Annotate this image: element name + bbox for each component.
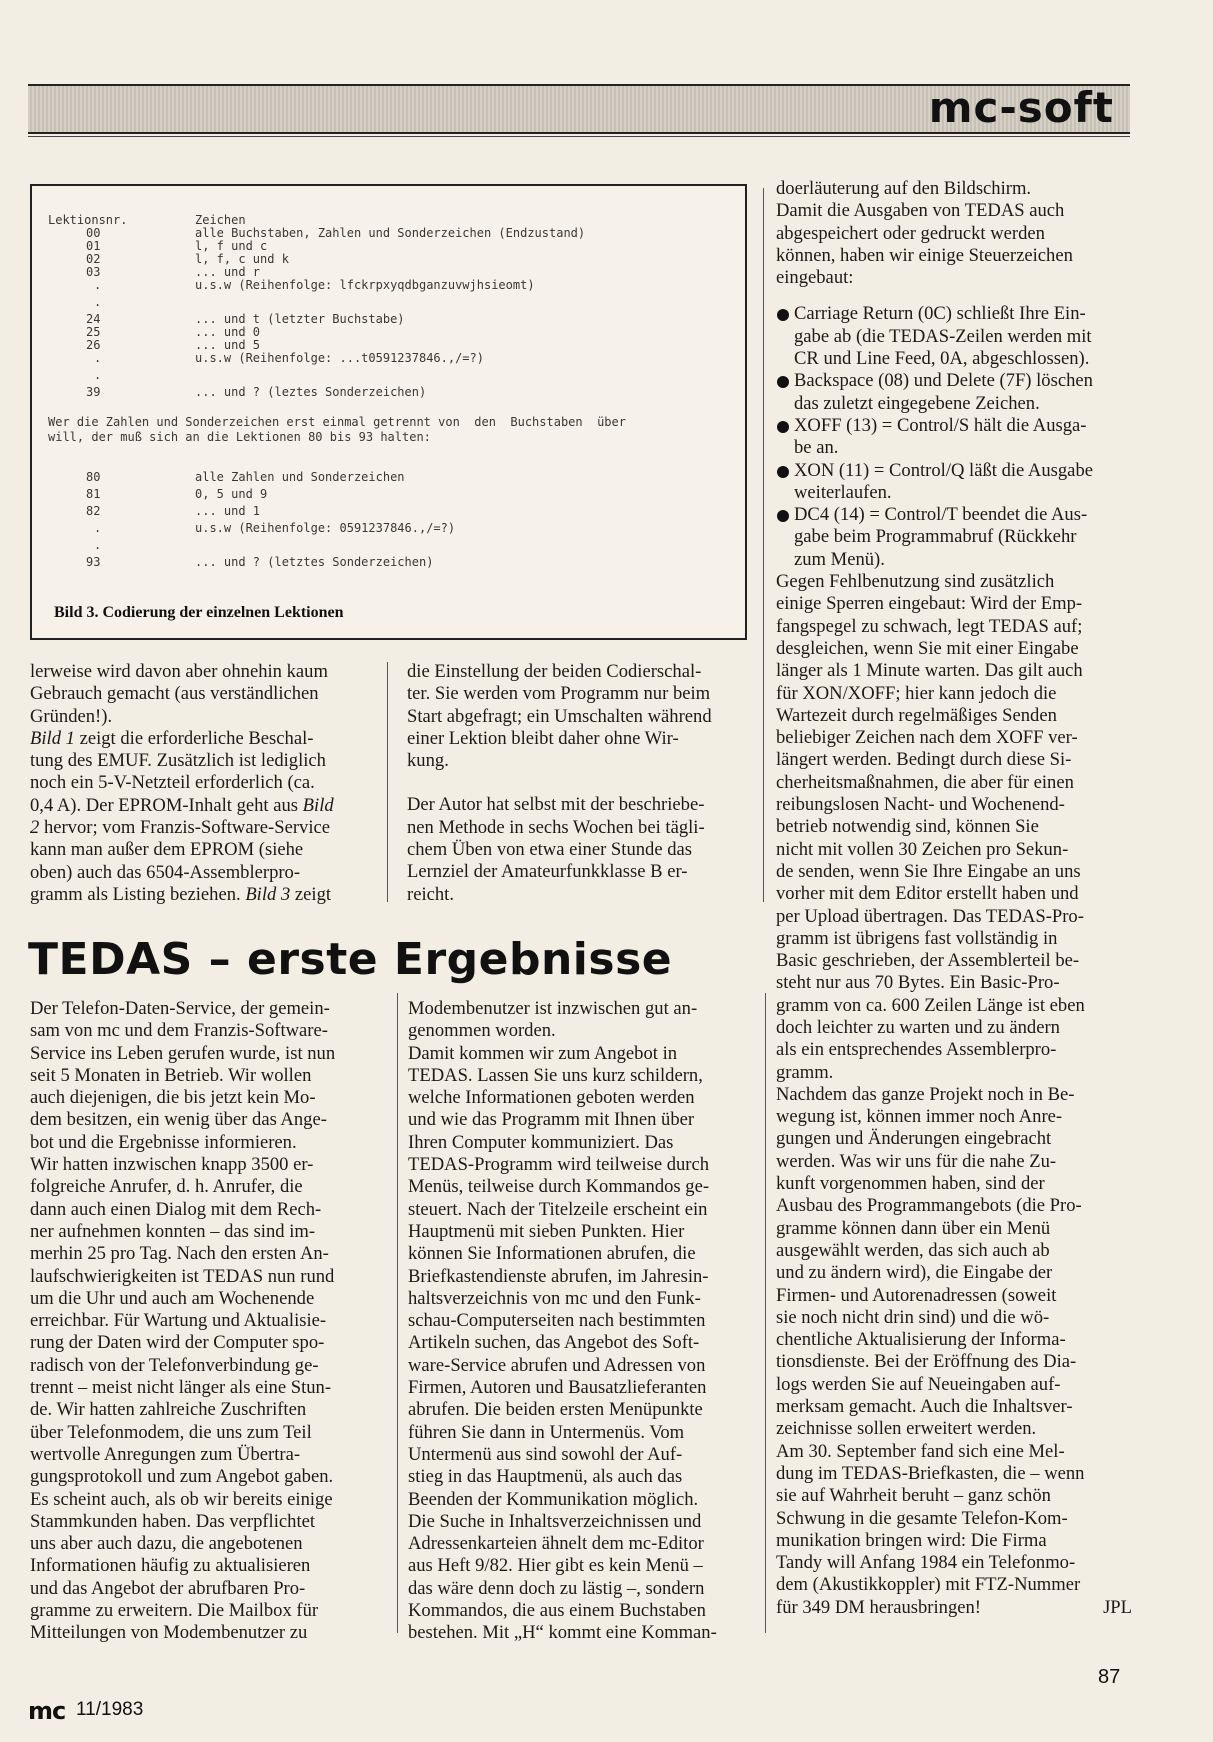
fig-row-nr: . [94, 521, 102, 535]
bullet-icon [777, 510, 789, 522]
fig-row-text: ... und t (letzter Buchstabe) [195, 312, 405, 326]
fig-row-nr: 81 [86, 487, 101, 501]
fig-row-nr: . [94, 538, 102, 552]
fig-row-text: u.s.w (Reihenfolge: lfckrpxyqdbganzuvwjhsieomt) [195, 278, 535, 292]
fig-header-char: Zeichen [195, 213, 246, 227]
fig-row-text: u.s.w (Reihenfolge: 0591237846.,/=?) [195, 521, 456, 535]
article-column-upper-left: lerweise wird davon aber ohnehin kaum Gebrauch gemacht (aus verständlichen Gründen!). Bild 1 zeigt die erforderliche Beschal- tung des EMUF. Zusätzlich ist lediglich noch ein 5-V-Netzteil erforderlich (ca. 0,4 A). Der EPROM-Inhalt geht aus Bild 2 hervor; vom Franzis-Software-Service kann man außer dem EPROM (siehe oben) auch das 6504-Assemblerpro- gramm als Listing beziehen. Bild 3 zeigt [30, 661, 334, 905]
fig-row-nr: 93 [86, 555, 101, 569]
fig-row-nr: 00 [86, 226, 101, 240]
list-item: Carriage Return (0C) schließt Ihre Ein- gabe ab (die TEDAS-Zeilen werden mit CR und Line Feed, 0A, abgeschlossen). [776, 303, 1132, 370]
column-rule [765, 993, 766, 1633]
fig-header-nr: Lektionsnr. [48, 213, 128, 227]
fig-row-text: ... und 1 [195, 504, 261, 518]
section-header-bar [28, 84, 1130, 134]
list-item: XOFF (13) = Control/S hält die Ausga- be an. [776, 415, 1132, 460]
fig-row-nr: 02 [86, 252, 101, 266]
fig-row-nr: 24 [86, 312, 101, 326]
fig-row-nr: 26 [86, 338, 101, 352]
fig-row-nr: 82 [86, 504, 101, 518]
fig-row-nr: . [94, 368, 102, 382]
fig-row-nr: 25 [86, 325, 101, 339]
article-heading: TEDAS – erste Ergebnisse [28, 934, 673, 985]
article-column-left: Der Telefon-Daten-Service, der gemein- sam von mc und dem Franzis-Software- Service ins Leben gerufen wurde, ist nun seit 5 Monaten in Betrieb. Wir wollen auch diejenigen, die bis jetzt kein Mo- dem besitzen, ein wenig über das Ange- bot und die Ergebnisse informieren. Wir hatten inzwischen knapp 3500 er- folgreiche Anrufer, d. h. Anrufer, die dann auch einen Dialog mit dem Rech- ner aufnehmen konnten – das sind im- merhin 25 pro Tag. Nach den ersten An- laufschwierigkeiten ist TEDAS nun rund um die Uhr und auch am Wochenende erreichbar. Für Wartung und Aktualisie- rung der Daten wird der Computer spo- radisch von der Telefonverbindung ge- trennt – meist nicht länger als eine Stun- de. Wir hatten zahlreiche Zuschriften über Telefonmodem, die uns zum Teil wertvolle Anregungen zum Übertra- gungsprotokoll und zum Angebot gaben. Es scheint auch, als ob wir bereits einige Stammkunden haben. Das verpflichtet uns aber auch dazu, die angebotenen Informationen häufig zu aktualisieren und das Angebot der abrufbaren Pro- gramme zu erweitern. Die Mailbox für Mitteilungen von Modembenutzer zu [30, 998, 336, 1644]
section-logo: mc-soft [928, 83, 1114, 132]
bullet-icon [777, 309, 789, 321]
fig-row-nr: 39 [86, 385, 101, 399]
fig-row-text: l, f, c und k [195, 252, 289, 266]
fig-row-nr: . [94, 295, 102, 309]
fig-row-text: ... und 5 [195, 338, 261, 352]
fig-row-nr: 01 [86, 239, 101, 253]
fig-row-text: ... und r [195, 265, 261, 279]
bullet-icon [777, 466, 789, 478]
list-item: DC4 (14) = Control/T beendet die Aus- gabe beim Programmabruf (Rückkehr zum Menü). [776, 504, 1132, 571]
fig-row-text: u.s.w (Reihenfolge: ...t0591237846.,/=?) [195, 351, 484, 365]
fig-row-nr: 80 [86, 470, 101, 484]
list-item: XON (11) = Control/Q läßt die Ausgabe weiterlaufen. [776, 460, 1132, 505]
article-column-right: doerläuterung auf den Bildschirm. Damit die Ausgaben von TEDAS auch abgespeichert oder gedruckt werden können, haben wir einige Steuerzeichen eingebaut: Carriage Return (0C) schließt Ihre Ein- gabe ab (die TEDAS-Zeilen werden mit CR und Line Feed, 0A, abgeschlossen). Backspace (08) und Delete (7F) löschen das zuletzt eingegebene Zeichen. XOFF (13) = Control/S hält die Ausga- be an. XON (11) = Control/Q läßt die Ausgabe weiterlaufen. DC4 (14) = Control/T beendet die Aus- gabe beim Programmabruf (Rückkehr zum Menü). Gegen Fehlbenutzung sind zusätzlich einige Sperren eingebaut: Wird der Emp- fangspegel zu schwach, legt TEDAS auf; desgleichen, wenn Sie mit einer Eingabe länger als 1 Minute warten. Das gilt auch für XON/XOFF; hier kann jedoch die Wartezeit durch regelmäßiges Senden beliebiger Zeichen nach dem XOFF ver- längert werden. Bedingt durch diese Si- cherheitsmaßnahmen, die aber für einen reibungslosen Nacht- und Wochenend- betrieb notwendig sind, können Sie nicht mit vollen 30 Zeichen pro Sekun- de senden, wenn Sie Ihre Eingabe an uns vorher mit dem Editor erstellt haben und per Upload übertragen. Das TEDAS-Pro- gramm ist übrigens fast vollständig in Basic geschrieben, der Assemblerteil be- steht nur aus 70 Bytes. Ein Basic-Pro- gramm von ca. 600 Zeilen Länge ist eben doch leichter zu warten und zu ändern als ein entsprechendes Assemblerpro- gramm. Nachdem das ganze Projekt noch in Be- wegung ist, können immer noch Anre- gungen und Änderungen eingebracht werden. Was wir uns für die nahe Zu- kunft vorgenommen haben, sind der Ausbau des Programmangebots (die Pro- gramme können dann über ein Menü ausgewählt werden, das sich auch ab und zu ändern wird), die Eingabe der Firmen- und Autorenadressen (soweit sie noch nicht drin sind) und die wö- chentliche Aktualisierung der Informa- tionsdienste. Bei der Eröffnung des Dia- logs werden Sie auf Neueingaben auf- merksam gemacht. Auch die Inhaltsver- zeichnisse sollen erweitert werden. Am 30. September fand sich eine Mel- dung im TEDAS-Briefkasten, die – wenn sie auf Wahrheit beruht – ganz schön Schwung in die gesamte Telefon-Kom- munikation bringen wird: Die Firma Tandy will Anfang 1984 ein Telefonmo- dem (Akustikkoppler) mit FTZ-Nummer für 349 DM herausbringen! JPL [776, 178, 1132, 1618]
fig-row-text: ... und 0 [195, 325, 261, 339]
fig-row-nr: . [94, 278, 102, 292]
fig-row-nr: 03 [86, 265, 101, 279]
article-column-upper-middle: die Einstellung der beiden Codierschal- ter. Sie werden vom Programm nur beim Start abgefragt; ein Umschalten während einer Lektion bleibt daher ohne Wir- kung. Der Autor hat selbst mit der beschriebe- nen Methode in sechs Wochen bei tägli- chem Üben von etwa einer Stunde das Lernziel der Amateurfunkklasse B er- reicht. [407, 661, 712, 905]
footer-issue: 11/1983 [76, 1699, 144, 1720]
article-column-middle: Modembenutzer ist inzwischen gut an- genommen worden. Damit kommen wir zum Angebot in TEDAS. Lassen Sie uns kurz schildern, welche Informationen geboten werden und wie das Programm mit Ihnen über Ihren Computer kommuniziert. Das TEDAS-Programm wird teilweise durch Menüs, teilweise durch Kommandos ge- steuert. Nach der Titelzeile erscheint ein Hauptmenü mit sieben Punkten. Hier können Sie Informationen abrufen, die Briefkastendienste abrufen, im Jahresin- haltsverzeichnis von mc und den Funk- schau-Computerseiten nach bestimmten Artikeln suchen, das Angebot des Soft- ware-Service abrufen und Adressen von Firmen, Autoren und Bausatzlieferanten abrufen. Die beiden ersten Menüpunkte führen Sie dann in Untermenüs. Vom Untermenü aus sind sowohl der Auf- stieg in das Hauptmenü, als auch das Beenden der Kommunikation möglich. Die Suche in Inhaltsverzeichnissen und Adressenkarteien ähnelt dem mc-Editor aus Heft 9/82. Hier gibt es kein Menü – das wäre denn doch zu lästig –, sondern Kommandos, die aus einem Buchstaben bestehen. Mit „H“ kommt eine Komman- [408, 998, 717, 1644]
column-rule [387, 662, 388, 902]
figure-caption: Bild 3. Codierung der einzelnen Lektionen [54, 604, 344, 621]
fig-row-text: alle Zahlen und Sonderzeichen [195, 470, 405, 484]
fig-note-line: Wer die Zahlen und Sonderzeichen erst einmal getrennt von den Buchstaben über [48, 415, 626, 429]
fig-note-line: will, der muß sich an die Lektionen 80 bis 93 halten: [48, 430, 431, 444]
fig-row-text: ... und ? (letztes Sonderzeichen) [195, 555, 434, 569]
fig-row-nr: . [94, 351, 102, 365]
figure-3-box [30, 184, 747, 640]
fig-row-text: ... und ? (leztes Sonderzeichen) [195, 385, 427, 399]
footer-logo: mc [28, 1697, 66, 1725]
bullet-icon [777, 376, 789, 388]
header-rule [28, 136, 1130, 137]
column-rule [397, 993, 398, 1633]
fig-row-text: alle Buchstaben, Zahlen und Sonderzeichen (Endzustand) [195, 226, 586, 240]
fig-row-text: 0, 5 und 9 [195, 487, 268, 501]
page-number: 87 [1098, 1666, 1121, 1688]
fig-row-text: l, f und c [195, 239, 268, 253]
list-item: Backspace (08) und Delete (7F) löschen das zuletzt eingegebene Zeichen. [776, 370, 1132, 415]
author-signature: JPL [1103, 1596, 1132, 1618]
column-rule [763, 188, 764, 902]
bullet-icon [777, 421, 789, 433]
